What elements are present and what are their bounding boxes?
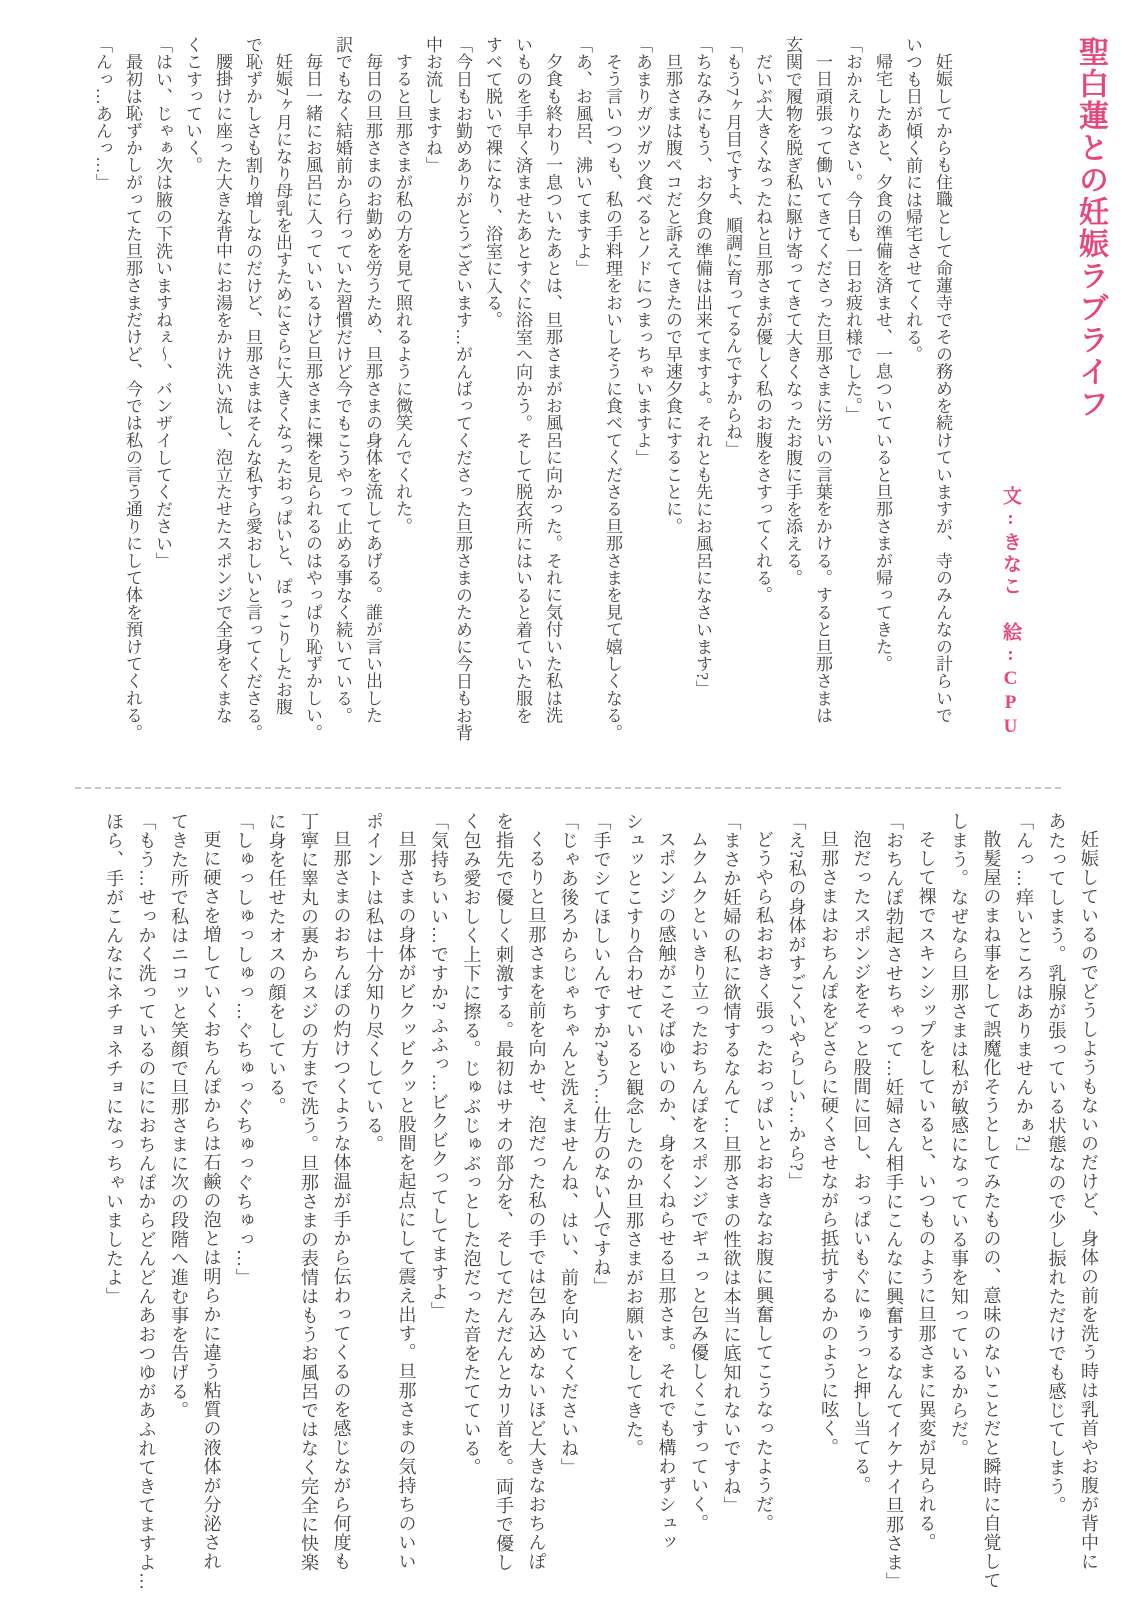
text-line: で恥ずかしさも割り増しなのだけど、旦那さまはそんな私すら愛おしいと言ってくださる。 [243,36,262,742]
text-line: 腰掛けに座った大きな背中にお湯をかけ洗い流し、泡立たせたスポンジで全身をくまな [213,53,232,724]
text-line: くるりと旦那さまを前を向かせ、泡だった私の手では包み込めないほど大きなおちんぽ [526,830,547,1571]
text-line: スポンジの感触がこそばゆいのか、身をくねらせる旦那さま。それでも構わずシュッ [656,830,677,1552]
text-line: いつも日が傾く前には帰宅させてくれる。 [903,36,922,363]
text-line: 「んっ…あんっ…」 [93,36,112,191]
text-line: 「んっ…痒いところはありませんかぁ?」 [1014,812,1034,1163]
text-line: くこすっていく。 [183,36,202,174]
text-line: 妊娠7ヶ月になり母乳を出すためにさらに大きくなったおっぱいと、ぽっこりしたお腹 [273,53,292,716]
text-line: 毎日の旦那さまのお勤めを労うため、旦那さまの身体を流してあげる。誰が言い出した [363,53,382,724]
page-title: 聖白蓮との妊娠ラブライフ [1074,36,1107,420]
text-line: 妊娠してからも住職として命蓮寺でその務めを続けていますが、寺のみんなの計らいで [933,53,952,724]
text-line: 中お流しますね」 [423,36,442,174]
text-line: 最初は恥ずかしがってた旦那さまだけど、今では私の言う通りにして体を預けてくれる。 [123,53,142,741]
text-line: 帰宅したあと、夕食の準備を済ませ、一息ついていると旦那さまが帰ってきた。 [873,53,892,673]
text-line: 泡だったスポンジをそっと股間に回し、おっぱいもぐにゅうっと押し当てる。 [851,830,872,1495]
text-line: 丁寧に睾丸の裏からスジの方まで洗う。旦那さまの表情はもうお風呂ではなく完全に快楽 [299,812,319,1572]
text-line: に身を任せたオスの顔をしている。 [266,812,287,1116]
text-line: 毎日一緒にお風呂に入っていいるけど旦那さまに裸を見られるのはやっぱり恥ずかしい。 [303,53,322,741]
text-line: 「まさか妊婦の私に欲情するなんて…旦那さまの性欲は本当に底知れないですね」 [721,812,742,1515]
text-line: 「しゅっしゅっしゅっ…ぐちゅっぐちゅっぐちゅっ…」 [234,812,254,1287]
text-line: 一日頑張って働いてきてくださった旦那さまに労いの言葉をかける。すると旦那さまは [813,53,832,724]
text-line: 「もう…せっかく洗っているのににおちんぽからどんどんあおつゆがあふれてきてますよ… [136,812,157,1591]
text-line: てきた所で私はニコッと笑顔で旦那さまに次の段階へ進む事を告げる。 [169,812,189,1420]
text-line: 妊娠しているのでどうしようもないのだけど、身体の前を洗う時は乳首やお腹が背中に [1079,830,1099,1571]
text-line: 「おちんぽ勃起させちゃって…妊婦さん相手にこんなに興奮するなんてイケナイ旦那さま」 [884,812,904,1591]
text-line: 「え?私の身体がすごくいやらしい…から?」 [786,812,807,1191]
top-body [87,36,957,758]
text-line: すべて脱いで裸になり、浴室に入る。 [483,36,502,329]
top-section [21,36,1111,758]
text-line: シュッとこすり合わせていると観念したのか旦那さまがお願いをしてきた。 [624,812,644,1458]
text-line: いものを手早く済ませたあとすぐに浴室へ向かう。そして脱衣所にはいると着ていた服を [513,36,532,724]
text-line: 「あ、お風呂、沸いてますよ」 [573,36,592,277]
text-line: あたってしまう。乳腺が張っている状態なので少し振れただけでも感じてしまう。 [1046,812,1067,1515]
text-line: 「今日もお勤めありがとうございます…がんばってくださった旦那さまのために今日もお背 [453,36,472,742]
text-line: 「もう7ヶ月目ですよ、順調に育ってるんですからね」 [723,36,742,458]
bottom-section [21,812,1105,1598]
text-line: 「あまりガツガツ食べるとノドにつまっちゃいますよ」 [633,36,652,466]
text-line: 旦那さまは腹ペコだと訴えてきたので早速夕食にすることに。 [663,53,682,535]
text-line: ムクムクといきり立ったおちんぽをスポンジでギュっと包み優しくこすっていく。 [689,830,709,1533]
text-line: ポイントは私は十分知り尽くしている。 [364,812,384,1154]
text-line: 夕食も終わり一息ついたあとは、旦那さまがお風呂に向かった。それに気付いた私は洗 [543,53,562,724]
text-line: 「はい、じゃぁ次は腋の下洗いますねぇ〜、バンザイしてください」 [153,36,172,570]
text-line: 「手でシてほしいんですか?もう…仕方のない人ですね」 [591,812,612,1296]
text-line: 旦那さまの身体がビクッビクッと股間を起点にして震え出す。旦那さまの気持ちのいい [396,830,417,1571]
text-line: ほら、手がこんなにネチョネチョになっちゃいましたよ」 [104,812,124,1306]
text-line: 訳でもなく結婚前から行っていた習慣だけど今でもこうやって止める事なく続いている。 [333,36,352,724]
text-line: を指先で優しく刺激する。最初はサオの部分を、そしてだんだんとカリ首を。両手で優し [494,812,514,1572]
bottom-body [98,812,1106,1598]
author-credit: 文:きなこ 絵:CPU [1000,486,1021,740]
section-divider [75,787,1061,789]
text-line: く包み愛おしく上下に擦る。じゅぶじゅぶっとした泡だった音をたてている。 [461,812,482,1477]
text-line: そう言いつつも、私の手料理をおいしそうに食べてくださる旦那さまを見て嬉しくなる。 [603,53,622,741]
text-line: どうやら私おおきく張ったおっぱいとおおきなお腹に興奮してこうなったようだ。 [754,830,774,1533]
text-line: すると旦那さまが私の方を見て照れるように微笑んでくれた。 [393,53,412,535]
text-line: 散髪屋のまね事をして誤魔化そうとしてみたものの、意味のないことだと瞬時に自覚して [981,830,1002,1590]
text-line: 「おかえりなさい。今日も一日お疲れ様でした。」 [843,36,862,424]
text-line: だいぶ大きくなったねと旦那さまが優しく私のお腹をさすってくれる。 [753,53,772,604]
text-line: 更に硬さを増していくおちんぽからは石鹸の泡とは明らかに違う粘質の液体が分泌され [201,830,222,1571]
text-line: 「気持ちいい…ですか? ふふっ…ビクビクってしてますよ」 [429,812,449,1321]
text-line: 旦那さまはおちんぽをどさらに硬くさせながら抵抗するかのように呟く。 [819,830,839,1457]
text-line: 玄関で履物を脱ぎ私に駆け寄ってきて大きくなったお腹に手を添える。 [783,36,802,587]
text-line: 「ちなみにもう、お夕食の準備は出来てますよ。それとも先にお風呂になさいます?」 [693,36,712,698]
text-line: しまう。なぜなら旦那さまは私が敏感になっている事を知っているからだ。 [949,812,969,1458]
text-line: そして裸でスキンシップをしていると、いつものように旦那さまに異変が見られる。 [916,830,937,1552]
text-line: 「じゃあ後ろからじゃちゃんと洗えませんね、はい、前を向いてくださいね」 [559,812,579,1477]
text-line: 旦那さまのおちんぽの灼けつくような体温が手から伝わってくるのを感じながら何度も [331,830,352,1571]
